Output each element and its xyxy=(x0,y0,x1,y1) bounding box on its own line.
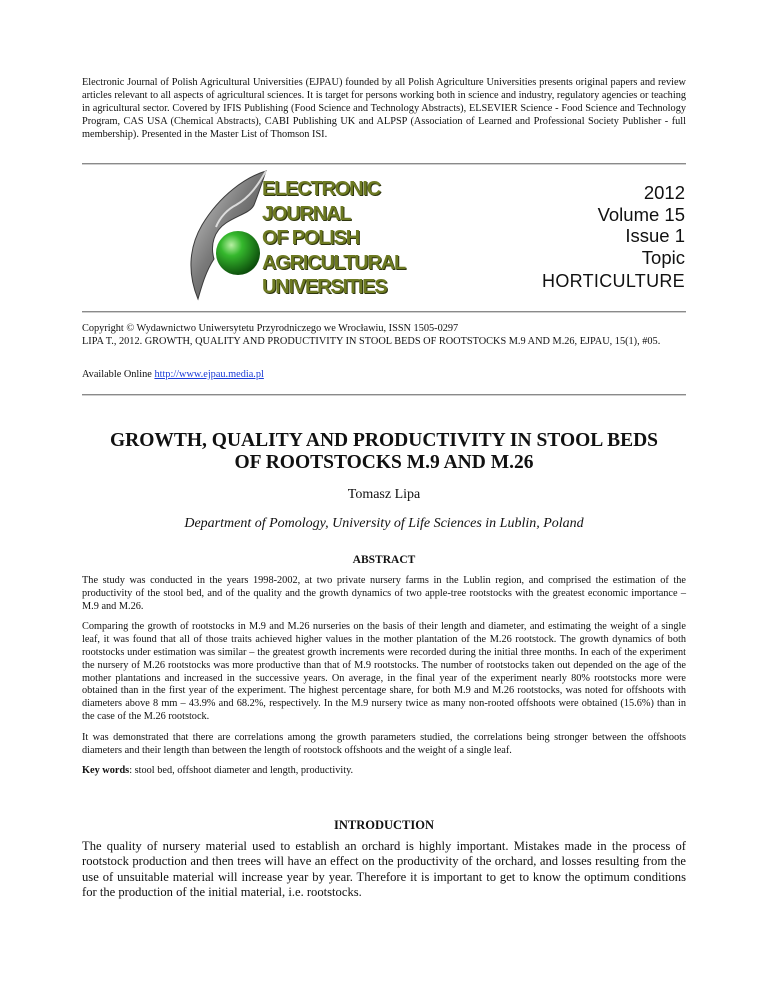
title-line-1: GROWTH, QUALITY AND PRODUCTIVITY IN STOOL BEDS xyxy=(109,430,659,451)
header-bottom-rule xyxy=(82,311,686,313)
brand-line-4: AGRICULTURAL xyxy=(262,251,405,274)
availability-line xyxy=(82,368,264,381)
issue-year: 2012 xyxy=(643,182,685,203)
abstract-paragraph-2: Comparing the growth of rootstocks in M.9 and M.26 nurseries on the basis of their length and diameter, and estimating the weight of a single leaf, it was found that all of those traits achieved higher values in the mother plantation of the M.26 rootstock. The growth dynamics of both rootstocks under estimation was similar – the greatest growth increments were recorded during the initial three months. In each of the experiment the nursery of M.26 rootstocks was more productive than that of M.9 rootstocks. The number of rootstocks taken out depended on the age of the mother plantations and increased in the successive years. On average, in the final year of the experiment nearly 80% rootstocks more were obtained than in the first year of the experiment. The highest percentage share, for both M.9 and M.26 rootstocks, was noted for offshoots with diameters above 8 mm – 43.9% and 68.2%, respectively. In the M.9 nursery twice as many non-rooted offshoots were obtained (15.6%) than in the case of the M.26 rootstock. xyxy=(82,621,686,722)
introduction-heading: INTRODUCTION xyxy=(333,818,434,832)
keywords-label: Key words xyxy=(82,765,130,777)
issue-number: Issue 1 xyxy=(625,225,685,246)
author-name: Tomasz Lipa xyxy=(347,487,421,502)
journal-logo xyxy=(180,167,270,307)
journal-name-logotype xyxy=(262,177,405,300)
topic-label: Topic xyxy=(641,246,685,268)
availability-label: Available Online xyxy=(82,369,155,380)
journal-description: Electronic Journal of Polish Agricultural Universities (EJPAU) founded by all Polish Agriculture Universities presents original papers and review articles relevant to all aspects of agricultural sciences. It is target for persons working both in science and industry, regulatory agencies or teaching in agricultural sector. Covered by IFIS Publishing (Food Science and Technology Abstracts), ELSEVIER Science - Food Science and Technology Program, CAS USA (Chemical Abstracts), CABI Publishing UK and ALPSP (Association of Learned and Professional Society Publisher - full membership). Presented in the Master List of Thomson ISI. xyxy=(82,77,686,140)
abstract-paragraph-1: The study was conducted in the years 1998-2002, at two private nursery farms in the Lublin region, and comprised the estimation of the productivity of the stool bed, and of the quality and the growth dynamics of two apple-tree rootstocks with the greatest economic importance – M.9 and M.26. xyxy=(82,575,686,612)
topic-value: HORTICULTURE xyxy=(542,271,685,291)
issue-volume: Volume 15 xyxy=(597,203,685,225)
keywords-line xyxy=(82,765,686,778)
author-affiliation: Department of Pomology, University of Life Sciences in Lublin, Poland xyxy=(184,516,584,531)
introduction-paragraph: The quality of nursery material used to establish an orchard is highly important. Mistakes made in the process of rootstock production and then trees will have an effect on the productivity of the orchard, and losses resulting from the use of unsuitable material will increase year by year. Therefore it is important to get to know the optimum conditions for the production of the initial material, i.e. rootstocks. xyxy=(82,839,686,899)
citation-bottom-rule xyxy=(82,394,686,396)
paper-title xyxy=(82,430,686,474)
copyright-line: Copyright © Wydawnictwo Uniwersytetu Przyrodniczego we Wrocławiu, ISSN 1505-0297 xyxy=(82,323,459,334)
header-top-rule xyxy=(82,163,686,165)
issue-info xyxy=(542,182,685,293)
citation-line: LIPA T., 2012. GROWTH, QUALITY AND PRODUCTIVITY IN STOOL BEDS OF ROOTSTOCKS M.9 AND M.26, EJPAU, 15(1), #05. xyxy=(82,336,661,347)
brand-line-3: OF POLISH xyxy=(262,227,359,249)
abstract-body xyxy=(82,575,686,786)
title-line-2: OF ROOTSTOCKS M.9 AND M.26 xyxy=(234,452,534,473)
abstract-paragraph-3: It was demonstrated that there are correlations among the growth parameters studied, the correlations being stronger between the offshoots diameters and their length than between the length of rootstock offshoots and the weight of a single leaf. xyxy=(82,731,686,756)
abstract-heading: ABSTRACT xyxy=(352,554,416,566)
journal-website-link[interactable]: http://www.ejpau.media.pl xyxy=(154,369,264,380)
keywords-list: : stool bed, offshoot diameter and length, productivity. xyxy=(129,765,354,777)
brand-line-5: UNIVERSITIES xyxy=(262,276,387,298)
brand-line-1: ELECTRONIC xyxy=(262,178,381,200)
brand-line-2: JOURNAL xyxy=(262,202,351,225)
citation-block xyxy=(82,322,686,348)
